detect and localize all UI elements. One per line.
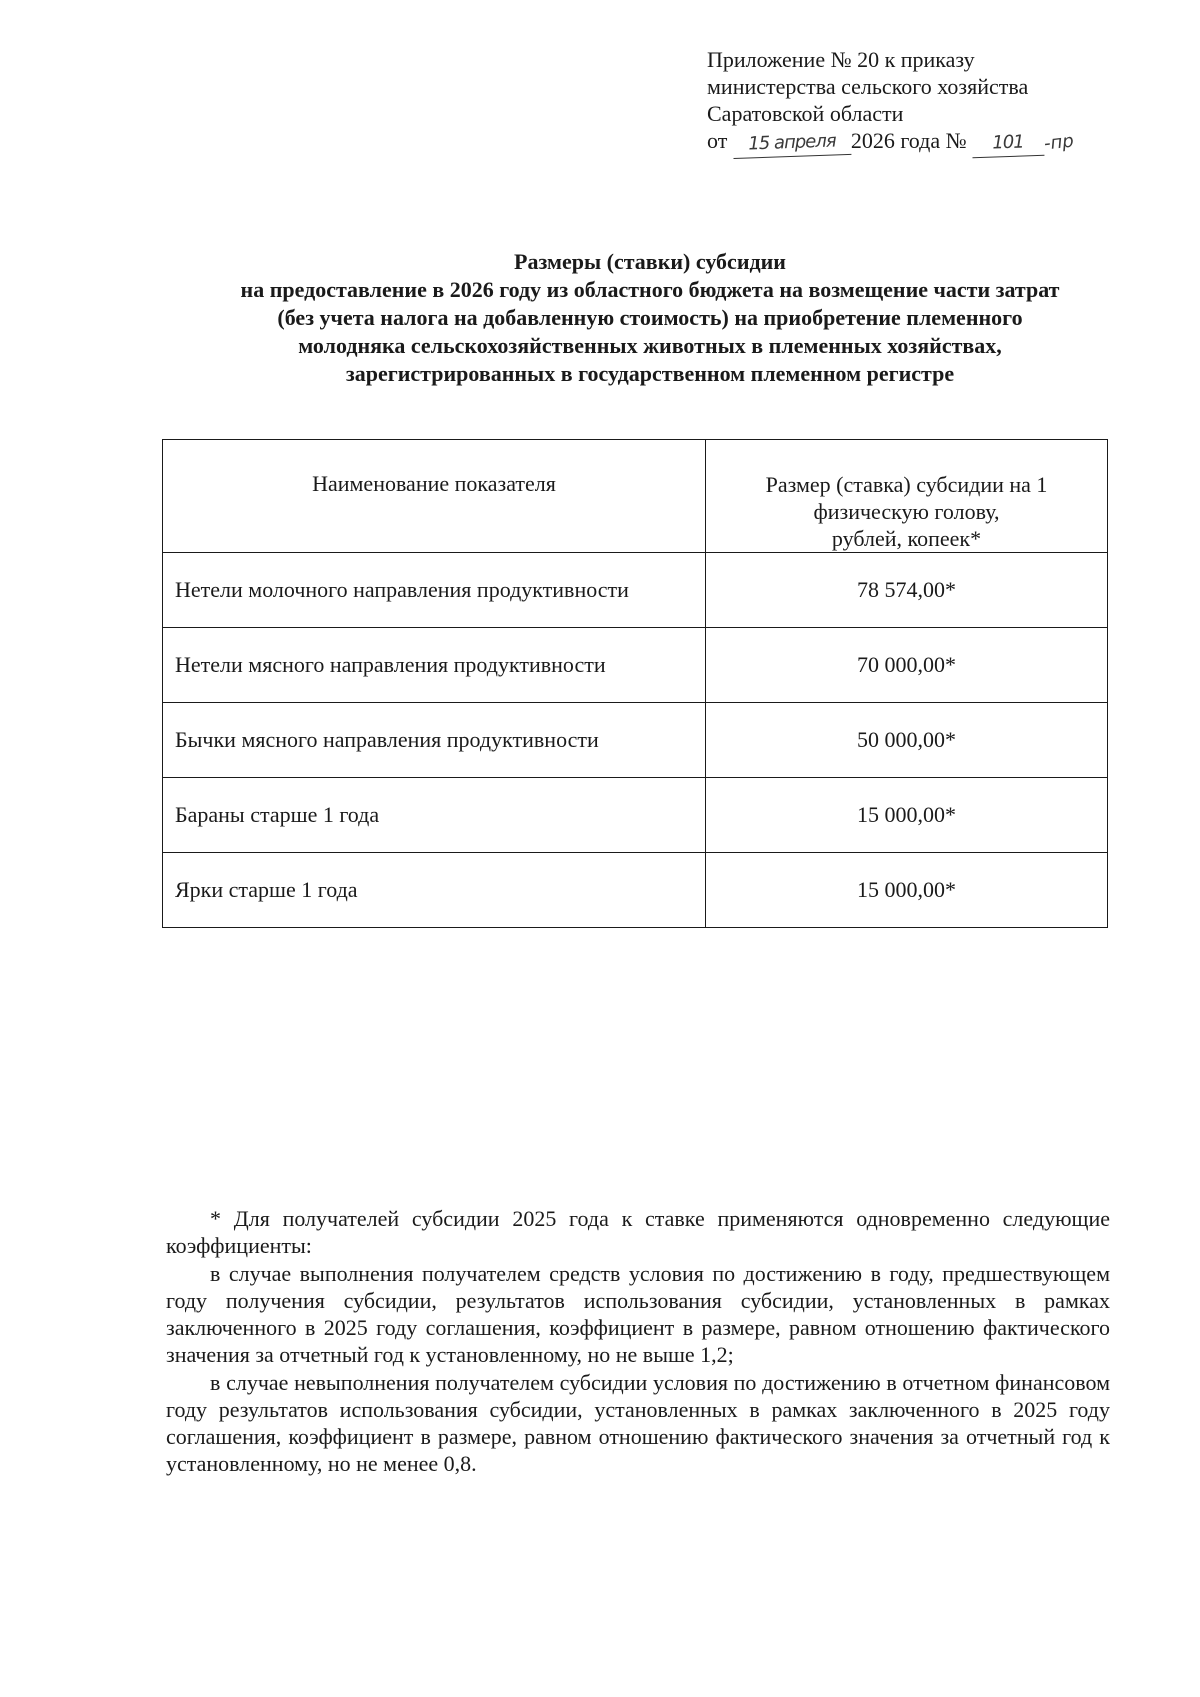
row-value: 15 000,00* [706, 778, 1108, 853]
table-row [163, 628, 1108, 703]
title-line-3: (без учета налога на добавленную стоимость) на приобретение племенного [277, 305, 1023, 330]
footnote-paragraph-unfulfilled: в случае невыполнения получателем субсидии условия по достижению в отчетном финансовом году результатов использования субсидии, установленных в рамках заключенного в 2025 году соглашения, коэффициент в размере, равном отношению фактического значения за отчетный год к установленному, но не менее 0,8. [166, 1370, 1110, 1476]
header-rate-line-3: рублей, копеек* [831, 526, 982, 551]
header-rate [706, 440, 1108, 553]
table-row [163, 703, 1108, 778]
row-name: Бычки мясного направления продуктивности [163, 703, 706, 778]
title-line-5: зарегистрированных в государственном племенном регистре [345, 361, 955, 386]
header-line-region: Саратовской области [707, 101, 904, 126]
handwritten-date: 15 апреля [732, 127, 851, 159]
table-row [163, 553, 1108, 628]
header-rate-line-2: физическую голову, [813, 499, 1000, 524]
footnote-paragraph-fulfilled: в случае выполнения получателем средств условия по достижению в году, предшествующем году получения субсидии, результатов использования субсидии, установленных в рамках заключенного в 2025 году соглашения, коэффициент в размере, равном отношению фактического значения за отчетный год к установленному, но не выше 1,2; [166, 1261, 1110, 1367]
year-text: 2026 года № [850, 128, 967, 153]
row-name: Нетели молочного направления продуктивности [163, 553, 706, 628]
row-value: 15 000,00* [706, 853, 1108, 928]
from-prefix: от [707, 128, 728, 153]
title-line-1: Размеры (ставки) субсидии [514, 249, 786, 274]
table-row [163, 853, 1108, 928]
title-line-2: на предоставление в 2026 году из областного бюджета на возмещение части затрат [240, 277, 1060, 302]
title-line-4: молодняка сельскохозяйственных животных в племенных хозяйствах, [298, 333, 1002, 358]
order-annex-header [707, 46, 1127, 157]
handwritten-number-suffix: -пр [1043, 130, 1075, 155]
row-name: Бараны старше 1 года [163, 778, 706, 853]
header-line-annex: Приложение № 20 к приказу [707, 47, 975, 72]
row-name: Ярки старше 1 года [163, 853, 706, 928]
row-value: 50 000,00* [706, 703, 1108, 778]
table-header-row [163, 440, 1108, 553]
footnote [166, 1205, 1110, 1478]
table-row [163, 778, 1108, 853]
footnote-paragraph-coefficients: * Для получателей субсидии 2025 года к ставке применяются одновременно следующие коэффициенты: [166, 1206, 1110, 1258]
document-title [170, 248, 1130, 388]
handwritten-number: 101 [972, 128, 1045, 158]
row-name: Нетели мясного направления продуктивности [163, 628, 706, 703]
header-rate-line-1: Размер (ставка) субсидии на 1 [765, 472, 1048, 497]
row-value: 70 000,00* [706, 628, 1108, 703]
header-line-ministry: министерства сельского хозяйства [707, 74, 1029, 99]
header-indicator-name: Наименование показателя [163, 440, 706, 553]
subsidy-rates-table [162, 439, 1108, 928]
row-value: 78 574,00* [706, 553, 1108, 628]
header-line-date-number [707, 127, 1127, 157]
